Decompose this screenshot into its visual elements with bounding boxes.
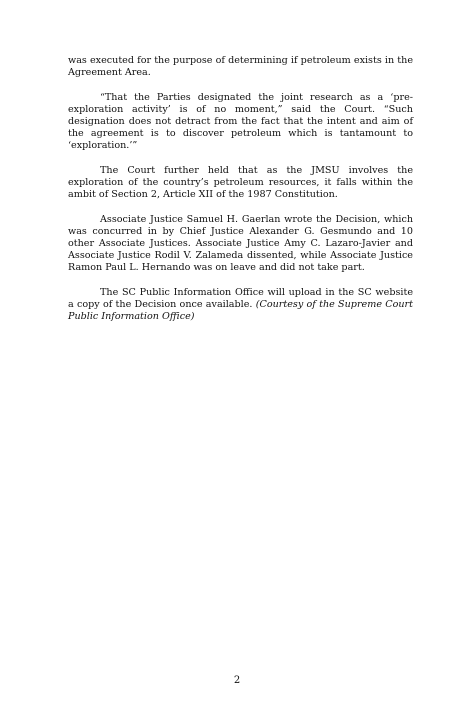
paragraph-3: The Court further held that as the JMSU involves the exploration of the country’s petroleum resources, it falls within the ambit of Section 2, Article XII of the 1987 Constitution. — [68, 164, 413, 201]
paragraph-5-text: The SC Public Information Office will upload in the SC website a copy of the Decision once available. — [68, 286, 413, 310]
page-number: 2 — [233, 675, 241, 686]
document-body — [68, 55, 413, 336]
paragraph-4: Associate Justice Samuel H. Gaerlan wrote the Decision, which was concurred in by Chief Justice Alexander G. Gesmundo and 10 other Associate Justices. Associate Justice Amy C. Lazaro-Javier and Associate Justice Rodil V. Zalameda dissented, while Associate Justice Ramon Paul L. Hernando was on leave and did not take part. — [68, 213, 413, 274]
paragraph-2: “That the Parties designated the joint research as a ‘pre-exploration activity’ is of no moment,” said the Court. “Such designation does not detract from the fact that the intent and aim of the agreement is to discover petroleum which is tantamount to ‘exploration.’” — [68, 91, 413, 152]
courtesy-credit: (Courtesy of the Supreme Court Public Information Office) — [68, 299, 413, 323]
paragraph-5 — [68, 287, 413, 324]
paragraph-1: was executed for the purpose of determining if petroleum exists in the Agreement Area. — [68, 55, 413, 79]
